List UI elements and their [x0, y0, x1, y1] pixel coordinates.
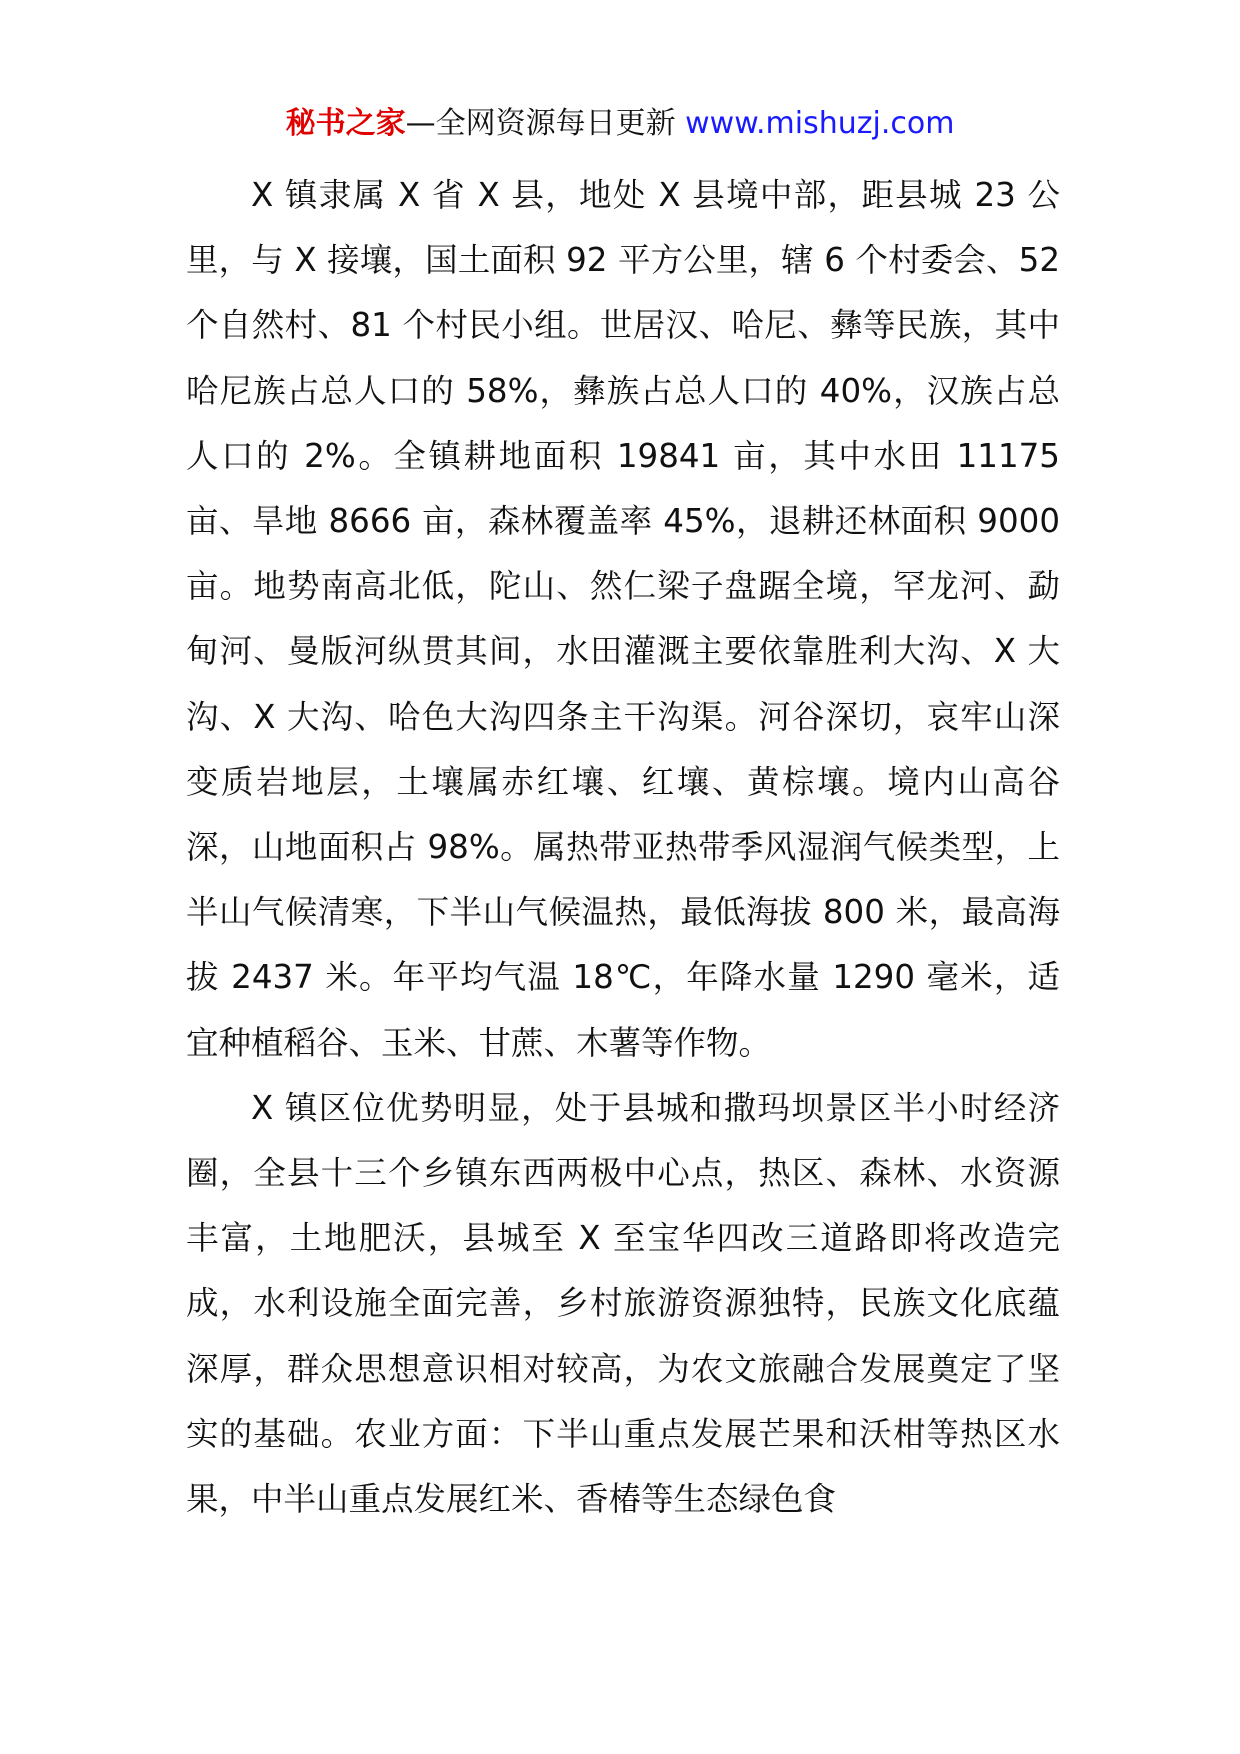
- header-tagline: —全网资源每日更新: [405, 106, 686, 141]
- brand-name: 秘书之家: [285, 106, 406, 141]
- document-body: [186, 163, 1060, 1532]
- paragraph: X 镇区位优势明显，处于县城和撒玛坝景区半小时经济圈，全县十三个乡镇东西两极中心点，热区、森林、水资源丰富，土地肥沃，县城至 X 至宝华四改三道路即将改造完成，水利设施全面完善，乡村旅游资源独特，民族文化底蕴深厚，群众思想意识相对较高，为农文旅融合发展奠定了坚实的基础。农业方面：下半山重点发展芒果和沃柑等热区水果，中半山重点发展红米、香椿等生态绿色食: [186, 1088, 1060, 1519]
- page-header: [0, 100, 1240, 148]
- website-link[interactable]: www.mishuzj.com: [685, 106, 955, 141]
- paragraph: X 镇隶属 X 省 X 县，地处 X 县境中部，距县城 23 公里，与 X 接壤，国土面积 92 平方公里，辖 6 个村委会、52 个自然村、81 个村民小组。世居汉、哈尼、彝等民族，其中哈尼族占总人口的 58%，彝族占总人口的 40%，汉族占总人口的 2%。全镇耕地面积 19841 亩，其中水田 11175 亩、旱地 8666 亩，森林覆盖率 45%，退耕还林面积 9000 亩。地势南高北低，陀山、然仁梁子盘踞全境，罕龙河、勐甸河、曼版河纵贯其间，水田灌溉主要依靠胜利大沟、X 大沟、X 大沟、哈色大沟四条主干沟渠。河谷深切，哀牢山深变质岩地层，土壤属赤红壤、红壤、黄棕壤。境内山高谷深，山地面积占 98%。属热带亚热带季风湿润气候类型，上半山气候清寒，下半山气候温热，最低海拔 800 米，最高海拔 2437 米。年平均气温 18℃，年降水量 1290 毫米，适宜种植稻谷、玉米、甘蔗、木薯等作物。: [186, 176, 1060, 1062]
